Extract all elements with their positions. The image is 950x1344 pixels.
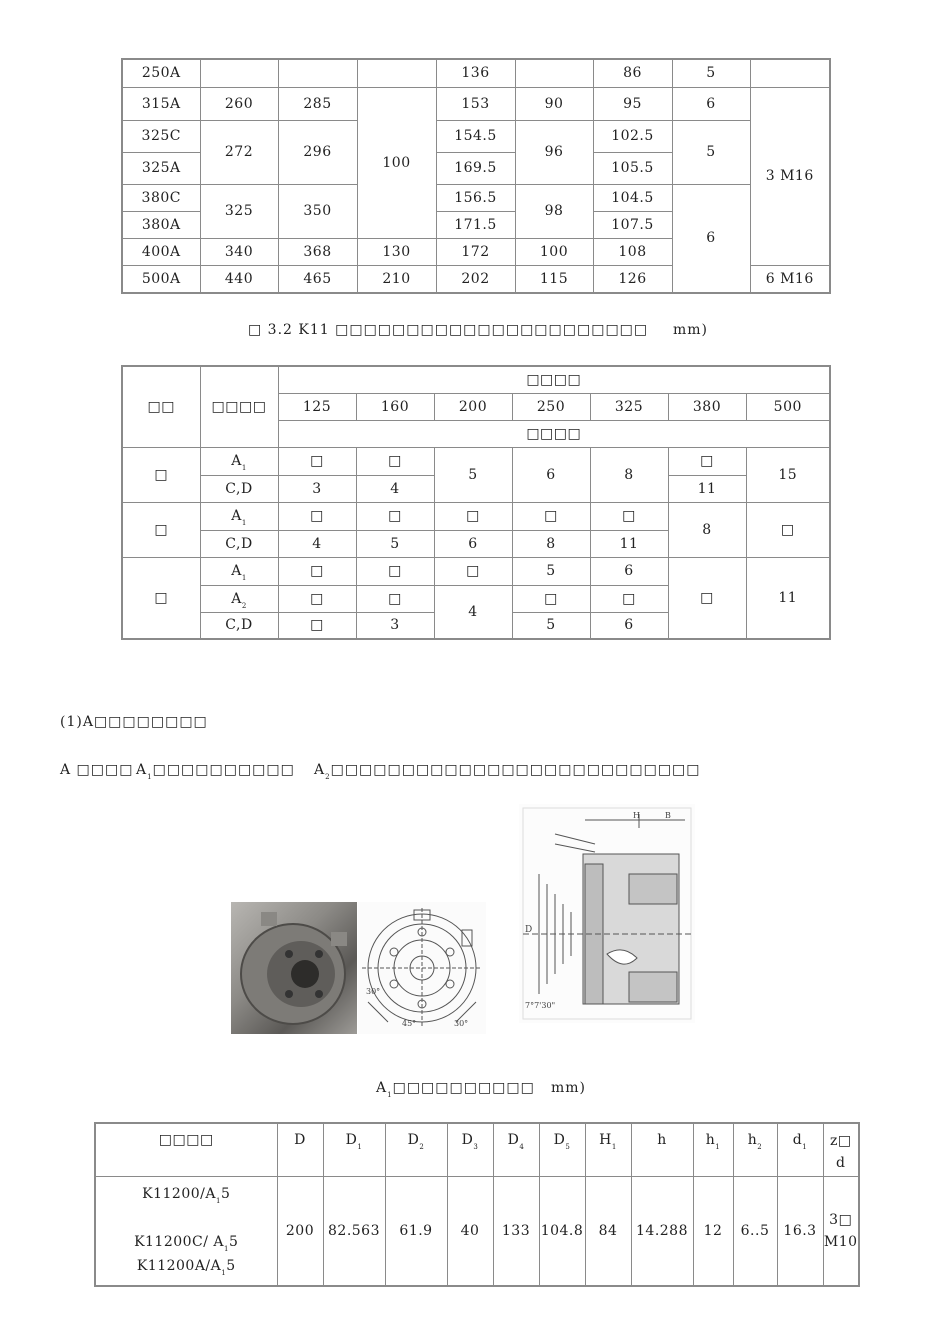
caption-unit: mm) bbox=[673, 322, 709, 338]
svg-text:30°: 30° bbox=[366, 987, 381, 996]
table-caption-3: $A_1□□□□□□□□□□$ bbox=[376, 1080, 535, 1099]
model-cell: $K11200/A_15$ K11200C/ $A_15$ $K11200A/A_15$ bbox=[95, 1176, 277, 1286]
header-cell: □□□□ bbox=[278, 420, 830, 447]
chuck-section-drawing bbox=[519, 804, 695, 1023]
table-row: 400A 340 368 130 172 100 108 bbox=[122, 238, 830, 265]
svg-text:B: B bbox=[665, 811, 671, 820]
table-row: □ $A_1$ □ □ 5 6 8 □ 15 bbox=[122, 447, 830, 475]
table-row: 325C 272 296 154.5 96 102.5 5 bbox=[122, 120, 830, 152]
table-row: 315A 260 285 100 153 90 95 6 3 M16 bbox=[122, 87, 830, 120]
table-row: 325A 169.5 105.5 bbox=[122, 152, 830, 184]
chuck-front-view-drawing bbox=[358, 902, 486, 1034]
table-row: 500A 440 465 210 202 115 126 6 M16 bbox=[122, 265, 830, 293]
section-title: (1)A□□□□□□□□ bbox=[60, 714, 208, 730]
svg-text:45°: 45° bbox=[402, 1019, 417, 1028]
svg-text:H: H bbox=[633, 811, 640, 820]
table-row: 380C 325 350 156.5 98 104.5 6 bbox=[122, 184, 830, 211]
svg-text:D: D bbox=[525, 925, 533, 935]
table-caption: □ 3.2 K11 □□□□□□□□□□□□□□□□□□□□□□ bbox=[248, 322, 649, 338]
table-row: 250A 136 86 5 bbox=[122, 59, 830, 87]
table-row bbox=[122, 366, 830, 393]
section-line: A □□□□ $A_1□□□□□□□□□□$ $A_2□□□□□□□□□□□□□□□□□□□□□□□□□□$ bbox=[60, 762, 701, 781]
spec-table-2 bbox=[121, 365, 831, 640]
header-cell: □□□□ bbox=[200, 366, 278, 447]
table-row: $A_2$ □ □ 4 □ □ bbox=[122, 585, 830, 612]
table-row: C,D 3 4 11 bbox=[122, 475, 830, 502]
front-view-svg bbox=[358, 902, 486, 1034]
chuck-photo-illustration bbox=[231, 902, 357, 1034]
spec-table-3 bbox=[94, 1122, 860, 1287]
table-row: □ $A_1$ □ □ □ 5 6 □ 11 bbox=[122, 557, 830, 585]
caption-glyphs: □□□□□□□□□□□□□□□□□□□□□□ bbox=[335, 322, 649, 338]
spec-table-1 bbox=[121, 58, 831, 294]
svg-text:7°7'30": 7°7'30" bbox=[525, 1001, 556, 1010]
header-cell: □□□□ bbox=[278, 366, 830, 393]
table-row: $K11200/A_15$ K11200C/ $A_15$ $K11200A/A_15$ 200 82.563 61.9 40 133 104.8 84 14.288 12 6..5 16.3 3□ M10 bbox=[95, 1176, 859, 1286]
table-row: □□□□ D $D_1$ $D_2$ $D_3$ $D_4$ $D_5$ $H_1$ h $h_1$ $h_2$ $d_1$ z□ d bbox=[95, 1123, 859, 1176]
caption-unit-3: mm) bbox=[551, 1080, 587, 1096]
table-row: 380A 171.5 107.5 bbox=[122, 211, 830, 238]
table-row: □ $A_1$ □ □ □ □ □ 8 □ bbox=[122, 502, 830, 530]
section-view-svg bbox=[519, 804, 695, 1023]
chuck-photo bbox=[231, 902, 357, 1034]
caption-mark: □ bbox=[248, 322, 263, 338]
table-row: C,D □ 3 5 6 bbox=[122, 612, 830, 639]
table-row: 125 160 200 250 325 380 500 bbox=[122, 393, 830, 420]
svg-text:30°: 30° bbox=[454, 1019, 469, 1028]
header-cell: □□□□ bbox=[95, 1123, 277, 1176]
header-cell: □□ bbox=[122, 366, 200, 447]
table-row: C,D 4 5 6 8 11 bbox=[122, 530, 830, 557]
